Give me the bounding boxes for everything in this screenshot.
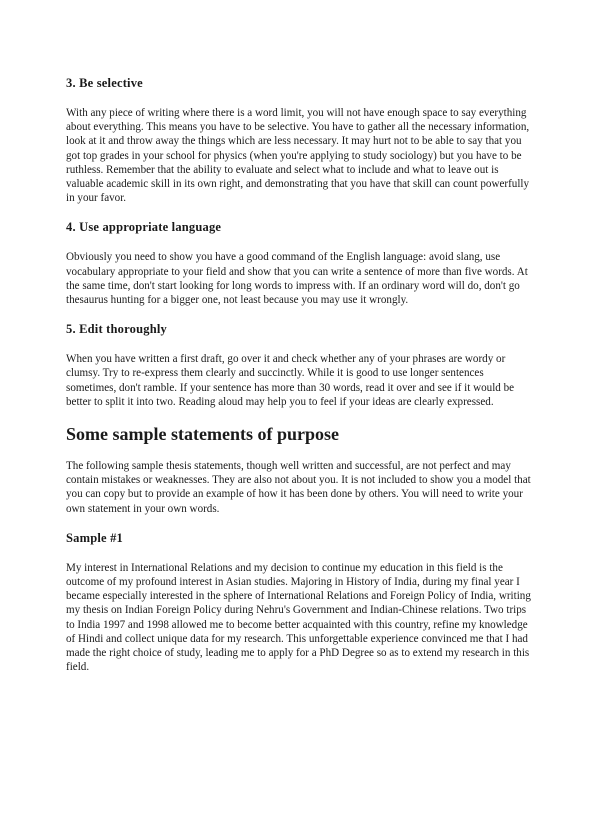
samples-intro: The following sample thesis statements, though well written and successful, are not perfect and may contain mistakes or weaknesses. They are also not about you. It is not included to show you a model that you can copy but to provide an example of how it has been done by others. You will need to write your own statement in your own words. [66,460,531,515]
samples-title: Some sample statements of purpose [66,424,339,445]
section-heading-be-selective: 3. Be selective [66,76,143,90]
section-body-be-selective: With any piece of writing where there is a word limit, you will not have enough space to say everything about everything. This means you have to be selective. You have to gather all the necessary information, look at it and throw away the things which are less necessary. It may hurt not to be able to say that you got top grades in your school for physics (when you're applying to study sociology) but you have to be ruthless. Remember that the ability to evaluate and select what to include and what to leave out is valuable academic skill in its own right, and demonstrating that you have that skill can count powerfully in your favor. [66,107,530,205]
document-page [66,76,534,689]
section-heading-edit-thoroughly: 5. Edit thoroughly [66,322,167,337]
section-body-use-appropriate-language: Obviously you need to show you have a good command of the English language: avoid slang, use vocabulary appropriate to your field and show that you can write a sentence of more than five words. At the same time, don't start looking for long words to impress with. If an ordinary word will do, don't go thesaurus hunting for a bigger one, not least because you may use it wrongly. [66,251,528,307]
section-heading-use-appropriate-language: 4. Use appropriate language [66,220,222,235]
section-body-edit-thoroughly: When you have written a first draft, go over it and check whether any of your phrases are wordy or clumsy. Try to re-express them clearly and succinctly. While it is good to use longer sentences sometimes, don't ramble. If your sentence has more than 30 words, read it over and see if it would be better to split it into two. Reading aloud may help you to feel if your ideas are clearly expressed. [66,353,515,408]
sample-1-body: My interest in International Relations and my decision to continue my education in this field is the outcome of my profound interest in Asian studies. Majoring in History of India, during my final year I became especially interested in the sphere of International Relations and Foreign Policy of India, writing my thesis on Indian Foreign Policy during Nehru's Government and Indian-Chinese relations. Two trips to India 1997 and 1998 allowed me to become better acquainted with this country, refine my knowledge of Hindi and collect unique data for my research. This unforgettable experience convinced me that I had made the right choice of study, leading me to apply for a PhD Degree so as to extend my research in this field. [66,561,531,674]
sample-1-heading: Sample #1 [66,530,124,545]
